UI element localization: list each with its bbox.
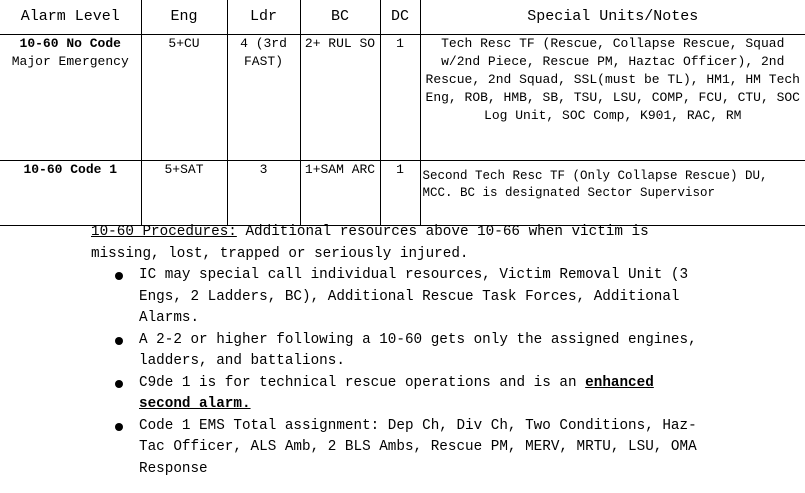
header-ldr: Ldr (227, 0, 300, 35)
bullet-icon (115, 337, 123, 345)
header-alarm-level: Alarm Level (0, 0, 141, 35)
dc-cell: 1 (380, 35, 420, 161)
bc-cell: 2+ RUL SO (300, 35, 380, 161)
list-item-text: A 2-2 or higher following a 10-60 gets only the assigned engines, ladders, and battalions. (139, 331, 697, 369)
procedures-list (113, 265, 701, 480)
header-special-units: Special Units/Notes (420, 0, 805, 35)
bc-cell: 1+SAM ARC (300, 161, 380, 226)
bullet-icon (115, 380, 123, 388)
list-item-text: C9de 1 is for technical rescue operations and is an (139, 374, 577, 391)
table-row (0, 35, 805, 161)
bullet-icon (115, 272, 123, 280)
alarm-level-name: 10-60 Code 1 (23, 162, 118, 177)
list-item (113, 330, 701, 373)
list-item (113, 265, 701, 330)
bullet-icon (115, 423, 123, 431)
alarm-level-cell (0, 161, 141, 226)
list-item (113, 373, 701, 416)
table-header-row (0, 0, 805, 35)
eng-cell: 5+CU (141, 35, 227, 161)
table-row (0, 161, 805, 226)
ldr-cell: 4 (3rd FAST) (227, 35, 300, 161)
list-item-text: Code 1 EMS Total assignment: Dep Ch, Div Ch, Two Conditions, Haz-Tac Officer, ALS Amb, 2 BLS Ambs, Rescue PM, MERV, MRTU, LSU, OMA Response (139, 417, 697, 477)
procedures-intro: Additional resources above 10-66 when victim is missing, lost, trapped or seriously injured. (91, 224, 649, 262)
header-bc: BC (300, 0, 380, 35)
procedures-intro-paragraph (91, 222, 701, 265)
procedures-heading: 10-60 Procedures: (91, 224, 237, 240)
alarm-level-subtitle: Major Emergency (11, 54, 129, 69)
list-item-text: IC may special call individual resources, Victim Removal Unit (3 Engs, 2 Ladders, BC), Additional Rescue Task Forces, Additional Alarms. (139, 267, 689, 326)
alarm-level-cell (0, 35, 141, 161)
ldr-cell: 3 (227, 161, 300, 226)
alarm-level-name: 10-60 No Code (19, 36, 121, 51)
special-units-cell: Tech Resc TF (Rescue, Collapse Rescue, Squad w/2nd Piece, Rescue PM, Haztac Officer), 2nd Rescue, 2nd Squad, SSL(must be TL), HM1, HM Tech Eng, ROB, HMB, SB, TSU, LSU, COMP, FCU, CTU, SOC Log Unit, SOC Comp, K901, RAC, RM (420, 35, 805, 161)
header-dc: DC (380, 0, 420, 35)
dc-cell: 1 (380, 161, 420, 226)
list-item (113, 416, 701, 481)
alarm-level-table (0, 0, 805, 226)
procedures-section (91, 222, 701, 480)
list-item-emphasis: enhanced second alarm. (139, 374, 654, 412)
eng-cell: 5+SAT (141, 161, 227, 226)
special-units-cell: Second Tech Resc TF (Only Collapse Rescue) DU, MCC. BC is designated Sector Supervisor (420, 161, 805, 226)
header-eng: Eng (141, 0, 227, 35)
